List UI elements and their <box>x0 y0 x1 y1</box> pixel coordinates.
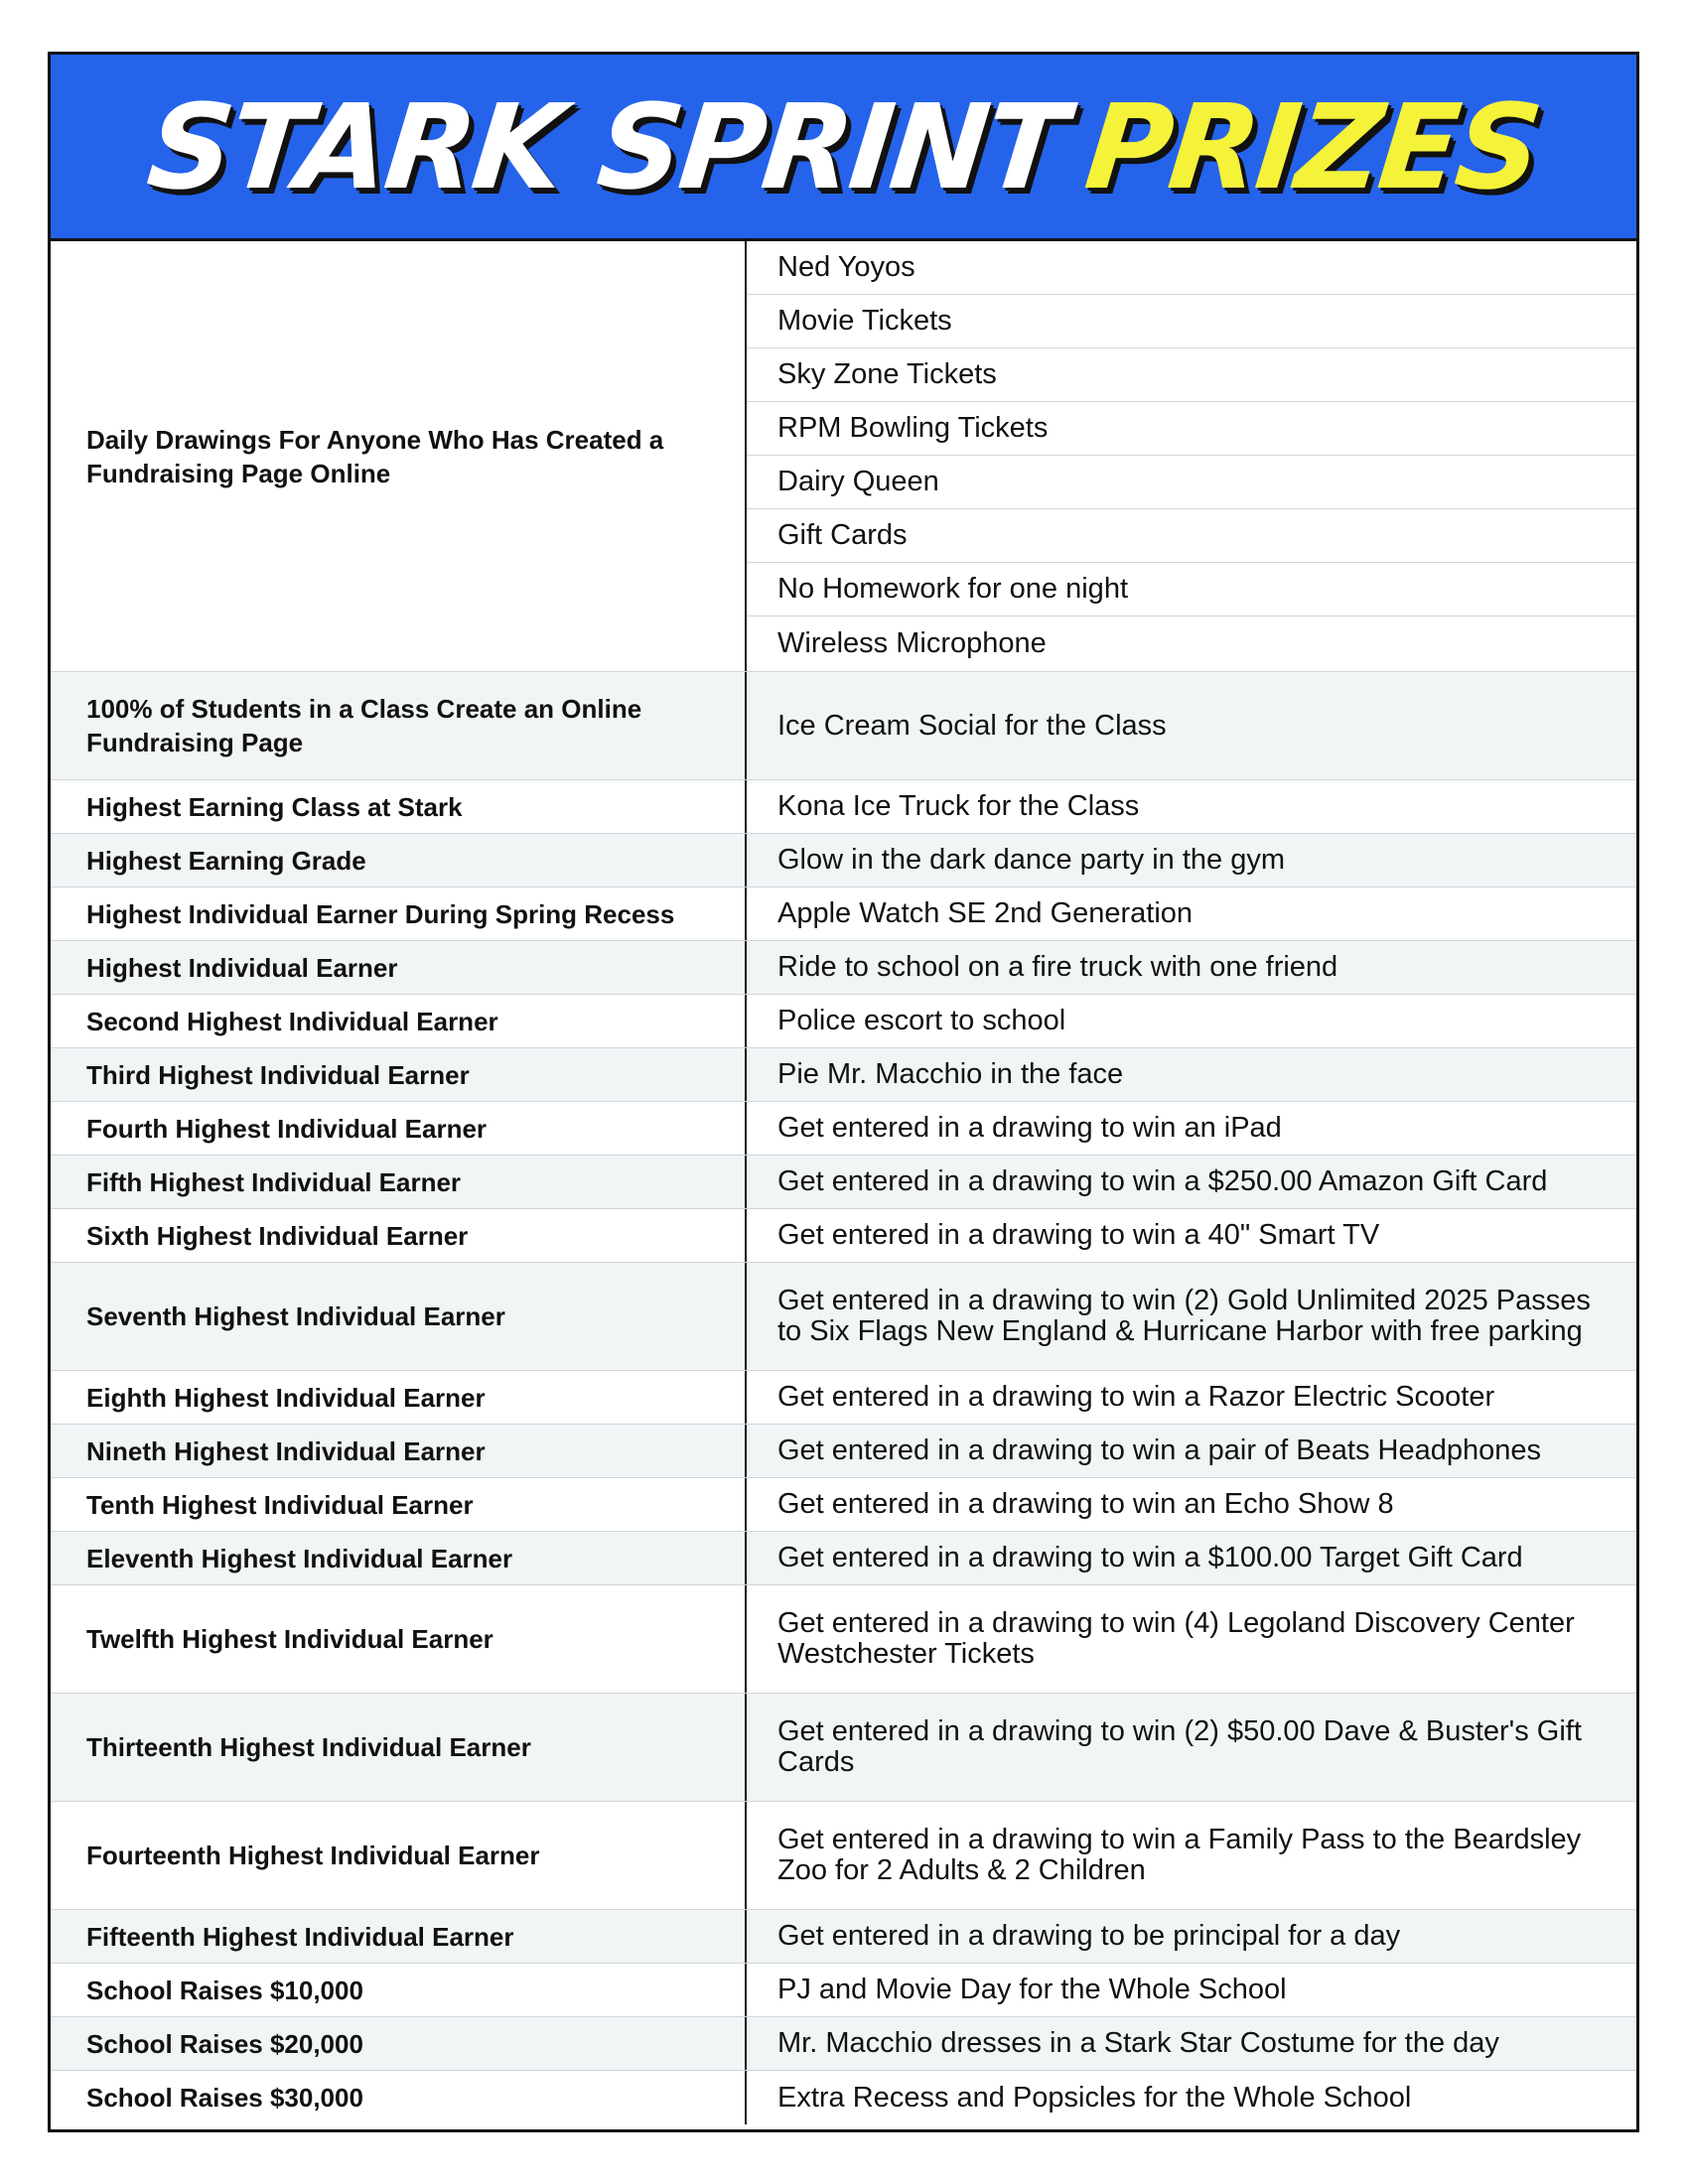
category-cell: Nineth Highest Individual Earner <box>51 1425 747 1477</box>
category-cell: Eighth Highest Individual Earner <box>51 1371 747 1424</box>
page-title <box>142 78 1545 215</box>
prize-cell: Get entered in a drawing to win a $250.00 Amazon Gift Card <box>777 1165 1548 1197</box>
category-cell: Highest Individual Earner <box>51 941 747 994</box>
prize-cell: Extra Recess and Popsicles for the Whole School <box>777 2081 1412 2114</box>
prize-cell: Pie Mr. Macchio in the face <box>777 1058 1124 1090</box>
table-row <box>51 941 1636 995</box>
table-row <box>51 1910 1636 1964</box>
table-row <box>51 1585 1636 1694</box>
table-row <box>51 1048 1636 1102</box>
category-cell: Highest Individual Earner During Spring Recess <box>51 887 747 940</box>
table-row <box>51 780 1636 834</box>
table-row <box>51 1425 1636 1478</box>
table-row-daily-drawings <box>51 241 1636 672</box>
list-item: No Homework for one night <box>747 563 1636 616</box>
prize-cell: Get entered in a drawing to win (2) $50.00 Dave & Buster's Gift Cards <box>777 1715 1582 1778</box>
category-cell: School Raises $30,000 <box>51 2071 747 2124</box>
prize-cell: Get entered in a drawing to win a $100.00 Target Gift Card <box>777 1542 1523 1573</box>
category-cell: Thirteenth Highest Individual Earner <box>51 1694 747 1801</box>
category-cell: School Raises $20,000 <box>51 2017 747 2070</box>
prize-cell: Apple Watch SE 2nd Generation <box>777 897 1194 929</box>
prize-cell: Get entered in a drawing to win a Family Pass to the Beardsley Zoo for 2 Adults & 2 Children <box>777 1824 1582 1886</box>
table-row <box>51 1263 1636 1371</box>
category-cell: Fifth Highest Individual Earner <box>51 1156 747 1208</box>
category-cell: Sixth Highest Individual Earner <box>51 1209 747 1262</box>
prize-cell: PJ and Movie Day for the Whole School <box>777 1974 1287 2005</box>
table-row <box>51 2071 1636 2124</box>
prize-grid <box>51 241 1636 2124</box>
list-item: Movie Tickets <box>747 295 1636 348</box>
prize-cell: Get entered in a drawing to win an iPad <box>777 1112 1282 1144</box>
table-row <box>51 1694 1636 1802</box>
title-banner <box>51 55 1636 241</box>
table-row <box>51 1964 1636 2017</box>
prize-table-frame <box>48 52 1639 2132</box>
table-row <box>51 887 1636 941</box>
category-cell: Highest Earning Grade <box>51 834 747 887</box>
list-item: Gift Cards <box>747 509 1636 563</box>
prize-cell: Get entered in a drawing to win (2) Gold Unlimited 2025 Passes to Six Flags New England & Hurricane Harbor with free parking <box>777 1285 1591 1347</box>
category-cell: Fourth Highest Individual Earner <box>51 1102 747 1155</box>
category-cell: Eleventh Highest Individual Earner <box>51 1532 747 1584</box>
category-cell: Seventh Highest Individual Earner <box>51 1263 747 1370</box>
list-item: Ned Yoyos <box>747 241 1636 295</box>
list-item: Dairy Queen <box>747 456 1636 509</box>
table-row <box>51 1532 1636 1585</box>
table-row <box>51 1209 1636 1263</box>
table-row <box>51 1102 1636 1156</box>
list-item: Wireless Microphone <box>777 626 1047 659</box>
category-cell: Fourteenth Highest Individual Earner <box>51 1802 747 1909</box>
category-cell: 100% of Students in a Class Create an Online Fundraising Page <box>51 672 747 779</box>
prize-cell: Get entered in a drawing to be principal for a day <box>777 1920 1401 1952</box>
table-row <box>51 672 1636 780</box>
list-item: Sky Zone Tickets <box>747 348 1636 402</box>
title-part-prizes: PRIZES <box>1079 77 1546 215</box>
category-cell: Daily Drawings For Anyone Who Has Created a Fundraising Page Online <box>51 241 747 671</box>
table-row <box>51 1371 1636 1425</box>
prize-cell: Get entered in a drawing to win (4) Legoland Discovery Center Westchester Tickets <box>777 1607 1575 1670</box>
list-item: RPM Bowling Tickets <box>747 402 1636 456</box>
category-cell: Second Highest Individual Earner <box>51 995 747 1047</box>
prize-cell: Glow in the dark dance party in the gym <box>777 844 1285 876</box>
table-row <box>51 1802 1636 1910</box>
table-row <box>51 834 1636 887</box>
category-cell: Fifteenth Highest Individual Earner <box>51 1910 747 1963</box>
prize-cell: Get entered in a drawing to win a Razor Electric Scooter <box>777 1381 1495 1413</box>
table-row <box>51 2017 1636 2071</box>
prize-cell: Get entered in a drawing to win a 40" Smart TV <box>777 1219 1380 1251</box>
table-row <box>51 1478 1636 1532</box>
prize-cell: Get entered in a drawing to win a pair of Beats Headphones <box>777 1434 1541 1466</box>
prize-cell: Ride to school on a fire truck with one friend <box>777 951 1338 983</box>
category-cell: Tenth Highest Individual Earner <box>51 1478 747 1531</box>
prize-cell: Ice Cream Social for the Class <box>777 709 1167 742</box>
prize-cell: Kona Ice Truck for the Class <box>777 790 1140 822</box>
prize-cell: Police escort to school <box>777 1005 1066 1036</box>
category-cell: Twelfth Highest Individual Earner <box>51 1585 747 1693</box>
table-row <box>51 995 1636 1048</box>
category-cell: School Raises $10,000 <box>51 1964 747 2016</box>
category-cell: Highest Earning Class at Stark <box>51 780 747 833</box>
table-row <box>51 1156 1636 1209</box>
category-cell: Third Highest Individual Earner <box>51 1048 747 1101</box>
prize-cell: Get entered in a drawing to win an Echo Show 8 <box>777 1488 1394 1520</box>
prize-cell: Mr. Macchio dresses in a Stark Star Costume for the day <box>777 2027 1499 2059</box>
title-part-stark-sprint: STARK SPRINT <box>141 77 1070 215</box>
daily-prize-list <box>747 241 1636 671</box>
